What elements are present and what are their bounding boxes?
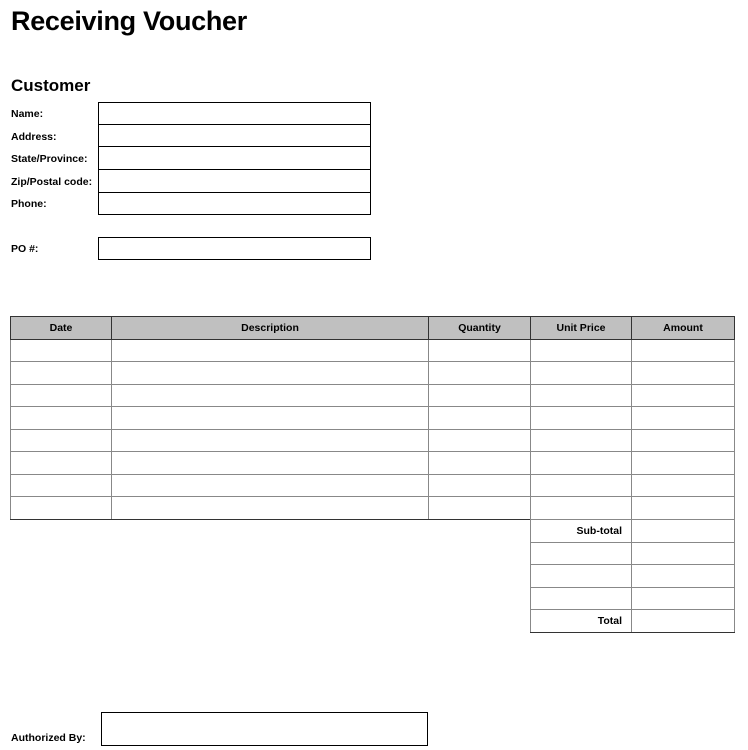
subtotal-row (531, 520, 735, 543)
authorized-by-field[interactable] (101, 712, 428, 746)
quantity-cell[interactable] (429, 362, 531, 385)
total-value-cell[interactable] (632, 610, 735, 633)
unit-price-cell[interactable] (531, 497, 632, 520)
authorized-by-label: Authorized By: (11, 732, 86, 744)
totals-row (531, 542, 735, 565)
totals-value-cell[interactable] (632, 542, 735, 565)
phone-label: Phone: (11, 198, 47, 210)
amount-cell[interactable] (632, 429, 735, 452)
unit-price-cell[interactable] (531, 407, 632, 430)
subtotal-label: Sub-total (531, 520, 632, 543)
date-cell[interactable] (11, 384, 112, 407)
totals-label-cell (531, 587, 632, 610)
po-label: PO #: (11, 243, 39, 255)
totals-row (531, 565, 735, 588)
table-row (11, 339, 735, 362)
quantity-cell[interactable] (429, 497, 531, 520)
description-cell[interactable] (112, 497, 429, 520)
description-cell[interactable] (112, 339, 429, 362)
total-label: Total (531, 610, 632, 633)
table-row (11, 429, 735, 452)
unit-price-cell[interactable] (531, 429, 632, 452)
amount-cell[interactable] (632, 474, 735, 497)
table-row (11, 452, 735, 475)
date-cell[interactable] (11, 452, 112, 475)
state-province-field[interactable] (98, 146, 371, 170)
items-table (10, 316, 735, 520)
name-field[interactable] (98, 102, 371, 125)
unit-price-cell[interactable] (531, 452, 632, 475)
amount-column-header: Amount (632, 317, 735, 340)
totals-label-cell (531, 542, 632, 565)
table-row (11, 362, 735, 385)
quantity-cell[interactable] (429, 452, 531, 475)
quantity-column-header: Quantity (429, 317, 531, 340)
name-label: Name: (11, 108, 44, 120)
quantity-cell[interactable] (429, 339, 531, 362)
zip-postal-label: Zip/Postal code: (11, 176, 93, 188)
amount-cell[interactable] (632, 497, 735, 520)
date-column-header: Date (11, 317, 112, 340)
po-field[interactable] (98, 237, 371, 260)
total-row (531, 610, 735, 633)
quantity-cell[interactable] (429, 384, 531, 407)
totals-table (530, 519, 735, 633)
table-row (11, 474, 735, 497)
date-cell[interactable] (11, 407, 112, 430)
amount-cell[interactable] (632, 384, 735, 407)
description-cell[interactable] (112, 384, 429, 407)
unit-price-cell[interactable] (531, 362, 632, 385)
unit-price-cell[interactable] (531, 339, 632, 362)
date-cell[interactable] (11, 339, 112, 362)
table-row (11, 407, 735, 430)
amount-cell[interactable] (632, 362, 735, 385)
description-cell[interactable] (112, 474, 429, 497)
amount-cell[interactable] (632, 407, 735, 430)
date-cell[interactable] (11, 362, 112, 385)
amount-cell[interactable] (632, 452, 735, 475)
totals-label-cell (531, 565, 632, 588)
table-row (11, 497, 735, 520)
description-cell[interactable] (112, 362, 429, 385)
description-cell[interactable] (112, 407, 429, 430)
state-province-label: State/Province: (11, 153, 88, 165)
subtotal-value-cell[interactable] (632, 520, 735, 543)
unit-price-cell[interactable] (531, 474, 632, 497)
totals-row (531, 587, 735, 610)
description-cell[interactable] (112, 429, 429, 452)
description-cell[interactable] (112, 452, 429, 475)
totals-value-cell[interactable] (632, 587, 735, 610)
document-title: Receiving Voucher (11, 6, 247, 36)
date-cell[interactable] (11, 497, 112, 520)
quantity-cell[interactable] (429, 474, 531, 497)
quantity-cell[interactable] (429, 429, 531, 452)
amount-cell[interactable] (632, 339, 735, 362)
phone-field[interactable] (98, 192, 371, 215)
items-header-row (11, 317, 735, 340)
unit-price-cell[interactable] (531, 384, 632, 407)
zip-postal-field[interactable] (98, 169, 371, 193)
table-row (11, 384, 735, 407)
address-field[interactable] (98, 124, 371, 147)
quantity-cell[interactable] (429, 407, 531, 430)
date-cell[interactable] (11, 429, 112, 452)
address-label: Address: (11, 131, 57, 143)
customer-heading: Customer (11, 76, 91, 95)
unit-price-column-header: Unit Price (531, 317, 632, 340)
date-cell[interactable] (11, 474, 112, 497)
description-column-header: Description (112, 317, 429, 340)
totals-value-cell[interactable] (632, 565, 735, 588)
